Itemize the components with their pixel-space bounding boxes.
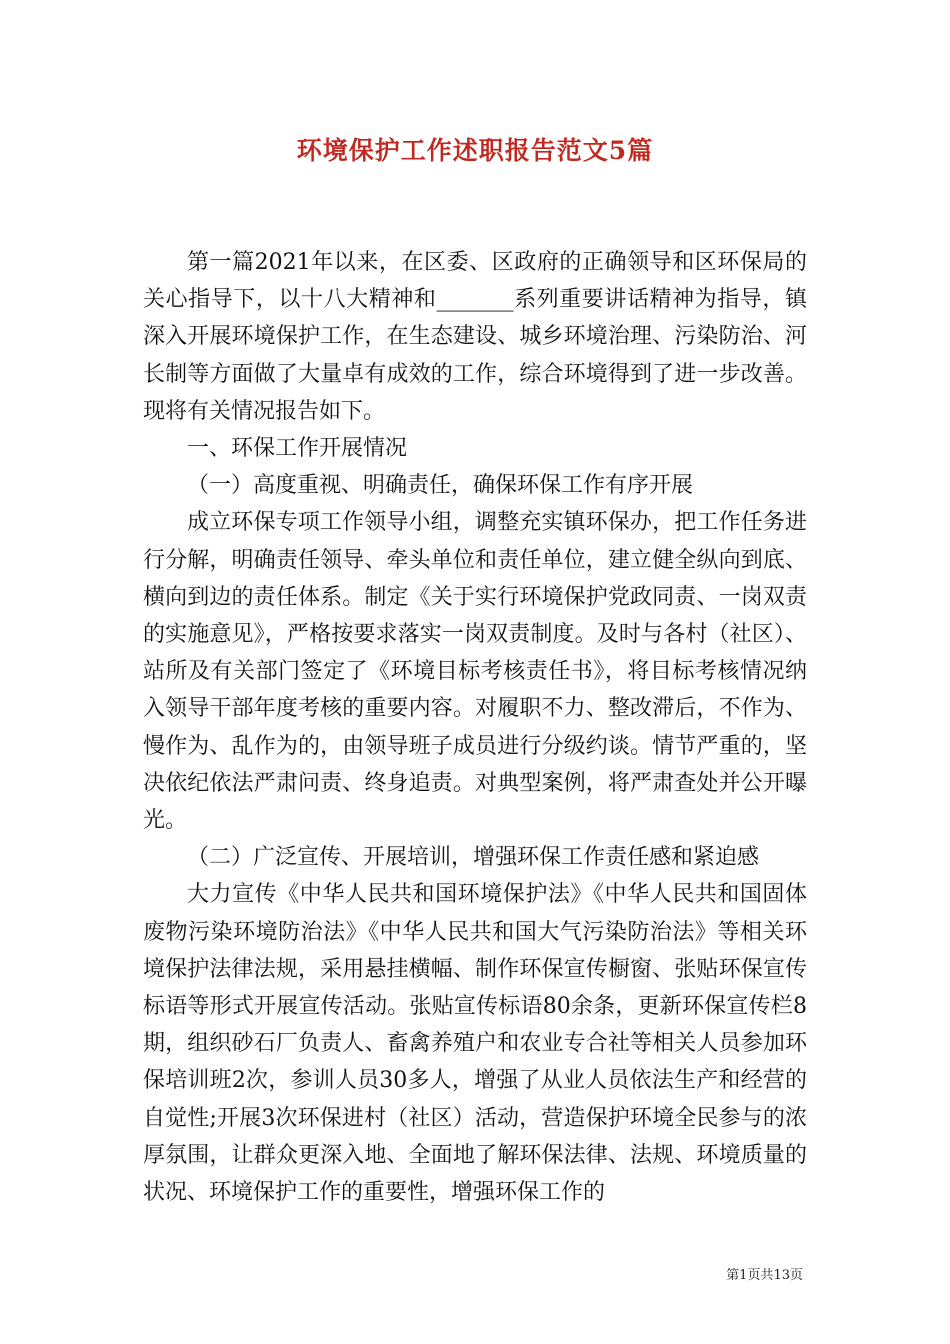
paragraph-responsibility: 成立环保专项工作领导小组，调整充实镇环保办，把工作任务进行分解，明确责任领导、牵头单位和责任单位，建立健全纵向到底、横向到边的责任体系。制定《关于实行环境保护党政同责、一岗双责的实施意见》，严格按要求落实一岗双责制度。及时与各村（社区）、站所及有关部门签定了《环境目标考核责任书》，将目标考核情况纳入领导干部年度考核的重要内容。对履职不力、整改滞后，不作为、慢作为、乱作为的，由领导班子成员进行分级约谈。情节严重的，坚决依纪依法严肃问责、终身追责。对典型案例，将严肃查处并公开曝光。	[143, 510, 807, 834]
paragraph-publicity: 大力宣传《中华人民共和国环境保护法》《中华人民共和国固体废物污染环境防治法》《中华人民共和国大气污染防治法》等相关环境保护法律法规，采用悬挂横幅、制作环保宣传橱窗、张贴环保宣传标语等形式开展宣传活动。张贴宣传标语80余条，更新环保宣传栏8期，组织砂石厂负责人、畜禽养殖户和农业专合社等相关人员参加环保培训班2次，参训人员30多人，增强了从业人员依法生产和经营的自觉性;开展3次环保进村（社区）活动，营造保护环境全民参与的浓厚氛围，让群众更深入地、全面地了解环保法律、法规、环境质量的状况、环境保护工作的重要性，增强环保工作的	[143, 882, 807, 1206]
section-heading: 一、环保工作开展情况	[187, 436, 408, 462]
subsection-heading-1: （一）高度重视、明确责任，确保环保工作有序开展	[187, 473, 694, 499]
page-title: 环境保护工作述职报告范文5篇	[296, 136, 654, 165]
paragraph-intro: 第一篇2021年以来，在区委、区政府的正确领导和区环保局的关心指导下，以十八大精神和_______系列重要讲话精神为指导，镇深入开展环境保护工作，在生态建设、城乡环境治理、污染防治、河长制等方面做了大量卓有成效的工作，综合环境得到了进一步改善。现将有关情况报告如下。	[143, 250, 807, 424]
subsection-heading-2: （二）广泛宣传、开展培训，增强环保工作责任感和紧迫感	[187, 845, 760, 871]
page-number: 第1页共13页	[726, 1268, 803, 1283]
document-body	[143, 244, 807, 1211]
